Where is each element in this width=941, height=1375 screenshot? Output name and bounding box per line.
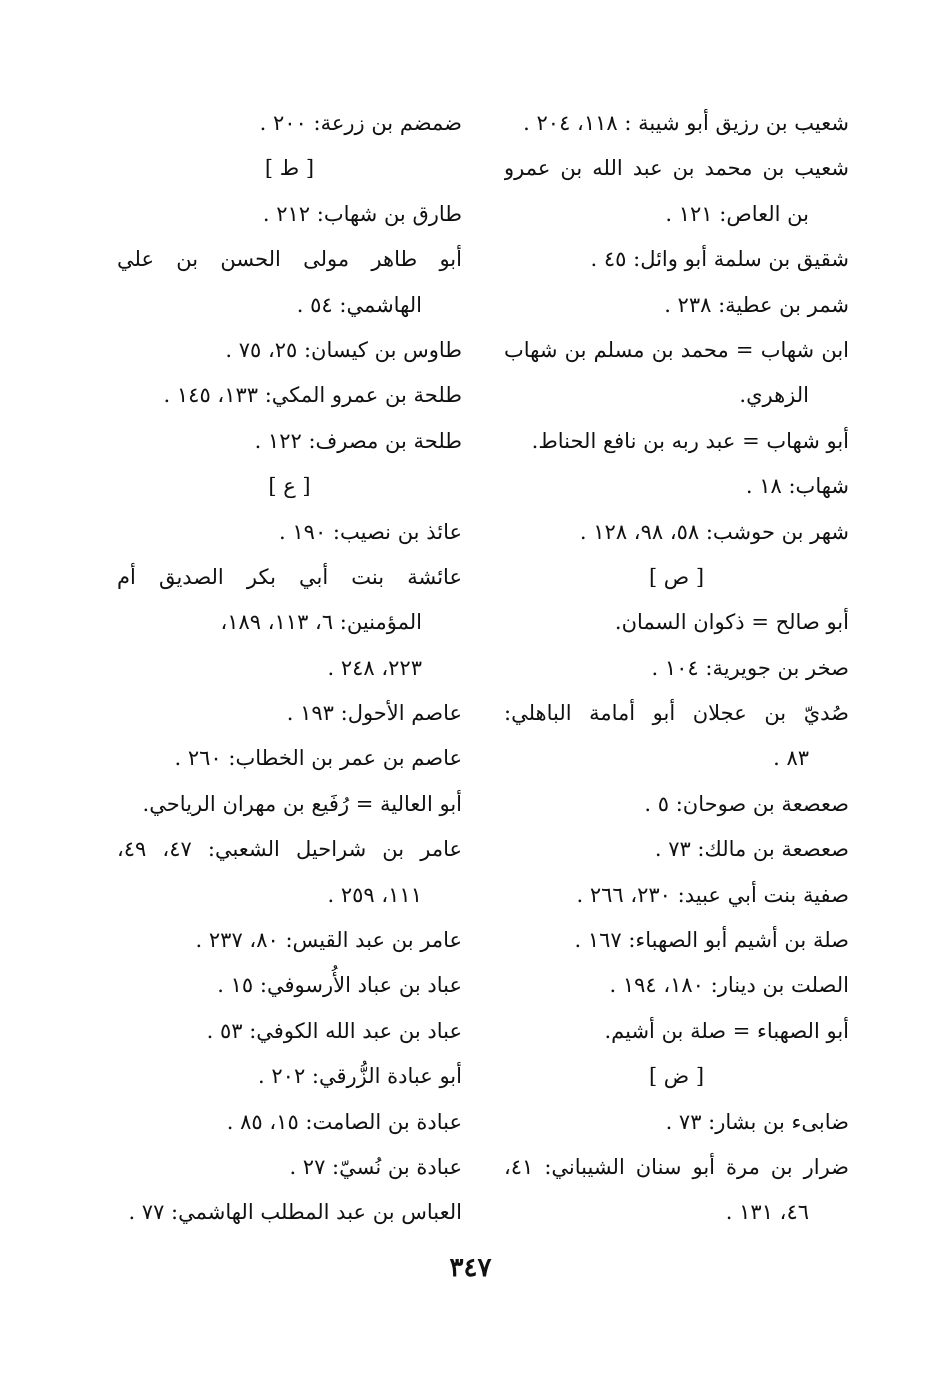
section-letter-heading: [ ع ] (268, 474, 311, 499)
index-entry-line: طارق بن شهاب: ٢١٢ . (262, 201, 462, 226)
index-entry-line: صُديّ بن عجلان أبو أمامة الباهلي: (504, 701, 849, 726)
section-letter-heading: [ ط ] (264, 156, 315, 181)
section-letter-heading: [ ض ] (648, 1064, 705, 1089)
index-entry-line: ضرار بن مرة أبو سنان الشيباني: ٤١، (504, 1154, 849, 1179)
index-entry-line: عباد بن عباد الأُرسوفي: ١٥ . (217, 973, 462, 998)
index-entry-line: صلة بن أشيم أبو الصهباء: ١٦٧ . (574, 928, 849, 953)
index-entry-line: أبو صالح = ذكوان السمان. (614, 610, 849, 635)
index-entry-line: طلحة بن مصرف: ١٢٢ . (254, 428, 462, 453)
index-column-left (117, 101, 462, 1236)
index-entry-line: ضابىء بن بشار: ٧٣ . (665, 1109, 849, 1134)
index-entry-line: عبادة بن الصامت: ١٥، ٨٥ . (226, 1109, 462, 1134)
index-entry-line: عائشة بنت أبي بكر الصديق أم (117, 564, 462, 589)
index-entry-line: شهر بن حوشب: ٥٨، ٩٨، ١٢٨ . (579, 519, 849, 544)
index-entry-line: عبادة بن نُسيّ: ٢٧ . (289, 1154, 462, 1179)
index-entry-line: صعصعة بن مالك: ٧٣ . (654, 837, 849, 862)
index-entry-line: ٨٣ . (773, 746, 809, 771)
index-entry-line: الزهري. (739, 383, 809, 408)
index-entry-line: الصلت بن دينار: ١٨٠، ١٩٤ . (609, 973, 849, 998)
index-entry-line: صعصعة بن صوحان: ٥ . (644, 791, 849, 816)
index-entry-line: شعيب بن رزيق أبو شيبة : ١١٨، ٢٠٤ . (523, 111, 849, 135)
index-entry-line: أبو العالية = رُفَيع بن مهران الرياحي. (142, 791, 462, 816)
index-entry-line: بن العاص: ١٢١ . (665, 201, 809, 226)
section-letter-heading: [ ص ] (648, 564, 705, 589)
index-entry-line: أبو الصهباء = صلة بن أشيم. (604, 1018, 849, 1043)
index-entry-line: طلحة بن عمرو المكي: ١٣٣، ١٤٥ . (163, 383, 462, 408)
index-column-right (504, 101, 849, 1236)
index-entry-line: عامر بن شراحيل الشعبي: ٤٧، ٤٩، (117, 837, 462, 862)
index-entry-line: صخر بن جويرية: ١٠٤ . (651, 655, 849, 680)
index-entry-line: عاصم بن عمر بن الخطاب: ٢٦٠ . (174, 746, 462, 771)
index-entry-line: الهاشمي: ٥٤ . (296, 292, 422, 317)
index-entry-line: ١١١، ٢٥٩ . (327, 882, 422, 907)
index-entry-line: شقيق بن سلمة أبو وائل: ٤٥ . (590, 247, 849, 272)
index-entry-line: ضمضم بن زرعة: ٢٠٠ . (259, 111, 462, 135)
index-entry-line: عامر بن عبد القيس: ٨٠، ٢٣٧ . (195, 928, 462, 953)
index-entry-line: أبو شهاب = عبد ربه بن نافع الحناط. (531, 428, 849, 453)
index-entry-line: أبو طاهر مولى الحسن بن علي (117, 247, 462, 272)
index-entry-line: ابن شهاب = محمد بن مسلم بن شهاب (504, 337, 849, 362)
index-entry-line: ٤٦، ١٣١ . (725, 1200, 809, 1225)
page-number: ٣٤٧ (449, 1253, 492, 1283)
index-entry-line: العباس بن عبد المطلب الهاشمي: ٧٧ . (128, 1200, 462, 1225)
index-entry-line: شمر بن عطية: ٢٣٨ . (664, 292, 849, 317)
index-entry-line: ٢٢٣، ٢٤٨ . (327, 655, 422, 680)
index-entry-line: أبو عبادة الزُّرقي: ٢٠٢ . (258, 1064, 462, 1089)
index-entry-line: طاوس بن كيسان: ٢٥، ٧٥ . (225, 337, 462, 362)
index-entry-line: شهاب: ١٨ . (745, 474, 849, 499)
index-entry-line: صفية بنت أبي عبيد: ٢٣٠، ٢٦٦ . (576, 882, 849, 907)
index-entry-line: عباد بن عبد الله الكوفي: ٥٣ . (206, 1018, 462, 1043)
index-entry-line: شعيب بن محمد بن عبد الله بن عمرو (504, 156, 849, 181)
index-entry-line: عائذ بن نصيب: ١٩٠ . (279, 519, 462, 544)
index-entry-line: المؤمنين: ٦، ١١٣، ١٨٩، (220, 610, 422, 635)
index-entry-line: عاصم الأحول: ١٩٣ . (286, 701, 462, 726)
